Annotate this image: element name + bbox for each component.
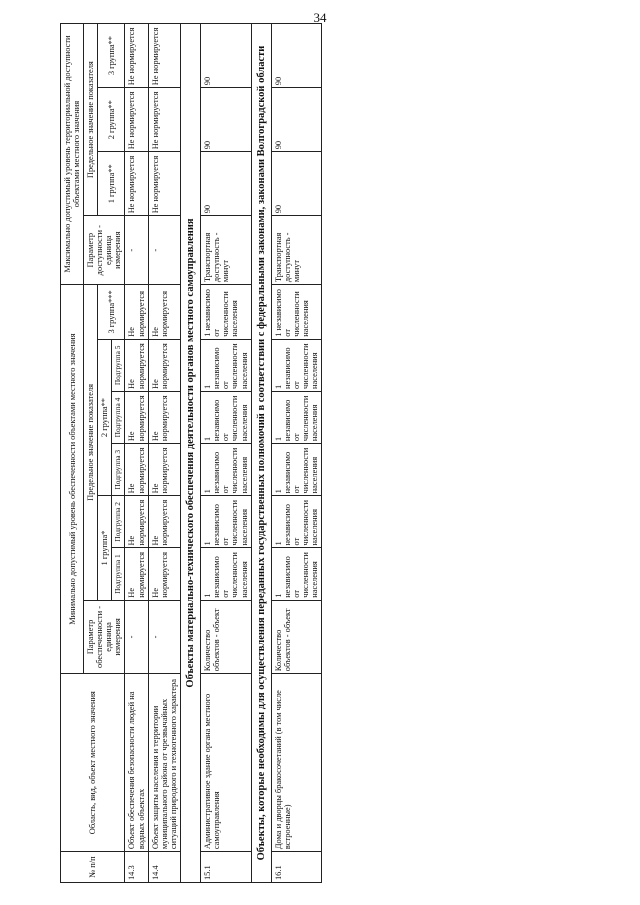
- col-max-pred: Предельное значение показателя: [84, 23, 98, 215]
- col-min-title: Минимально допустимый уровень обеспеченности объектами местного значения: [61, 284, 84, 673]
- row-value: 1 независимо от численности населения: [201, 284, 251, 339]
- row-param: -: [125, 600, 148, 674]
- row-max-param: -: [125, 215, 148, 284]
- row-area: Дома и дворцы бракосочетаний (в том числе встроенные): [271, 673, 321, 851]
- row-num: 15.1: [201, 851, 251, 882]
- row-max-value: 90: [201, 87, 251, 151]
- row-value: 1 независимо от численности населения: [201, 339, 251, 391]
- row-value: 1 независимо от численности населения: [201, 391, 251, 443]
- row-area: Административное здание органа местного самоуправления: [201, 673, 251, 851]
- row-max-value: 90: [201, 151, 251, 215]
- row-max-value: Не нормируется: [148, 87, 180, 151]
- col-subgroup-5: Подгруппа 5: [112, 339, 125, 391]
- rotated-table-wrapper: [60, 23, 580, 883]
- norms-table: [60, 23, 322, 883]
- page-number: 34: [313, 10, 327, 25]
- row-value: Не нормируется: [148, 495, 180, 547]
- row-value: 1 независимо от численности населения: [201, 495, 251, 547]
- row-value: 1 независимо от численности населения: [201, 548, 251, 600]
- row-max-param: Транспортная доступность - минут: [201, 215, 251, 284]
- col-min-pred: Предельное значение показателя: [84, 284, 98, 600]
- row-num: 14.3: [125, 851, 148, 882]
- row-value: 1 независимо от численности населения: [201, 443, 251, 495]
- section-heading: Объекты материально-технического обеспечения деятельности органов местного самоуправления: [180, 23, 200, 882]
- row-value: 1 независимо от численности населения: [271, 443, 321, 495]
- row-value: 1 независимо от численности населения: [271, 391, 321, 443]
- col-max-param: Параметр доступности - единица измерения: [84, 215, 125, 284]
- col-subgroup-3: Подгруппа 3: [112, 443, 125, 495]
- col-max-group-1: 1 группа**: [98, 151, 125, 215]
- row-max-value: Не нормируется: [125, 23, 148, 87]
- row-param: Количество объектов - объект: [271, 600, 321, 674]
- col-area: Область, вид, объект местного значения: [61, 673, 125, 851]
- col-group-1: 1 группа*: [98, 495, 112, 599]
- table-row: [125, 23, 148, 882]
- col-group-3: 3 группа***: [98, 284, 125, 339]
- row-value: Не нормируется: [125, 391, 148, 443]
- table-row: [201, 23, 251, 882]
- col-group-2: 2 группа**: [98, 339, 112, 496]
- row-max-value: Не нормируется: [125, 87, 148, 151]
- row-value: Не нормируется: [125, 443, 148, 495]
- row-param: -: [148, 600, 180, 674]
- row-value: Не нормируется: [125, 548, 148, 600]
- row-max-value: 90: [271, 23, 321, 87]
- row-value: 1 независимо от численности населения: [271, 495, 321, 547]
- row-value: 1 независимо от численности населения: [271, 548, 321, 600]
- row-value: Не нормируется: [148, 548, 180, 600]
- row-max-value: 90: [271, 87, 321, 151]
- row-max-param: -: [148, 215, 180, 284]
- row-area: Объект обеспечения безопасности людей на водных объектах: [125, 673, 148, 851]
- row-num: 16.1: [271, 851, 321, 882]
- col-max-group-3: 3 группа**: [98, 23, 125, 87]
- col-min-param: Параметр обеспеченности - единица измерения: [84, 600, 125, 674]
- section-row: [180, 23, 200, 882]
- row-param: Количество объектов - объект: [201, 600, 251, 674]
- table-row: [271, 23, 321, 882]
- row-value: Не нормируется: [125, 495, 148, 547]
- section-row: [251, 23, 271, 882]
- row-max-value: Не нормируется: [148, 23, 180, 87]
- col-max-group-2: 2 группа**: [98, 87, 125, 151]
- row-value: Не нормируется: [125, 339, 148, 391]
- row-value: Не нормируется: [148, 443, 180, 495]
- row-max-value: 90: [201, 23, 251, 87]
- row-num: 14.4: [148, 851, 180, 882]
- col-subgroup-4: Подгруппа 4: [112, 391, 125, 443]
- table-row: [148, 23, 180, 882]
- row-value: 1 независимо от численности населения: [271, 339, 321, 391]
- col-max-title: Максимально допустимый уровень территориальной доступности объектами местного значения: [61, 23, 84, 284]
- col-num: № п/п: [61, 851, 125, 882]
- row-max-value: 90: [271, 151, 321, 215]
- section-heading: Объекты, которые необходимы для осуществления переданных государственных полномочий в соответствии с федеральными законами, законами Волгоградской области: [251, 23, 271, 882]
- row-value: Не нормируется: [148, 391, 180, 443]
- row-value: Не нормируется: [148, 339, 180, 391]
- col-subgroup-1: Подгруппа 1: [112, 548, 125, 600]
- row-max-param: Транспортная доступность - минут: [271, 215, 321, 284]
- col-subgroup-2: Подгруппа 2: [112, 495, 125, 547]
- row-area: Объект защиты населения и территории муниципального района от чрезвычайных ситуаций природного и техногенного характера: [148, 673, 180, 851]
- row-max-value: Не нормируется: [125, 151, 148, 215]
- row-value: Не нормируется: [148, 284, 180, 339]
- row-value: 1 независимо от численности населения: [271, 284, 321, 339]
- row-value: Не нормируется: [125, 284, 148, 339]
- row-max-value: Не нормируется: [148, 151, 180, 215]
